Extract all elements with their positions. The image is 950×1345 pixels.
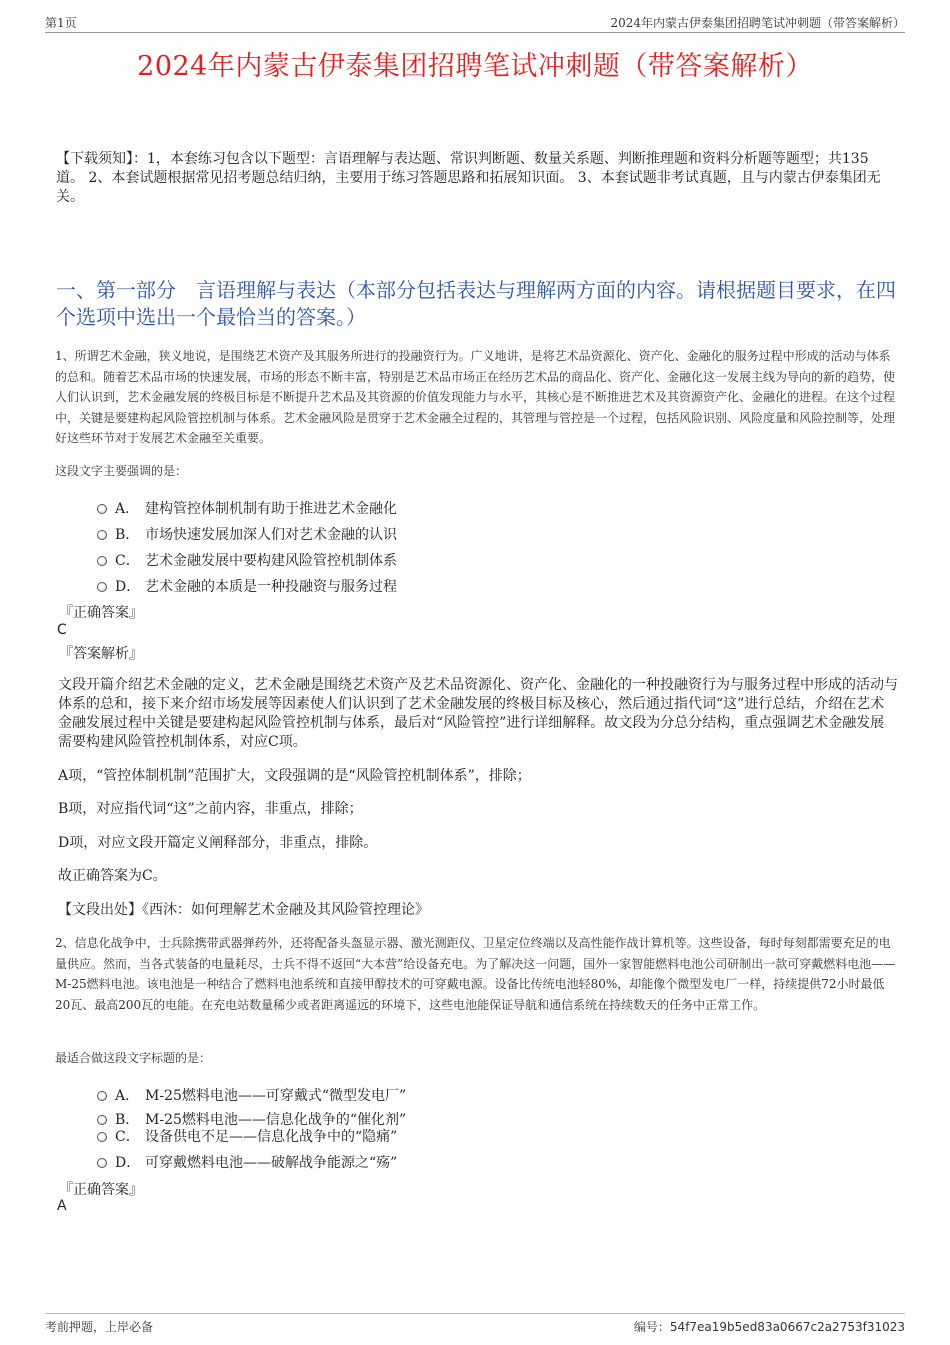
footer-code: 编号：54f7ea19b5ed83a0667c2a2753f31023: [633, 1320, 905, 1334]
question-1-analysis-label: 『答案解析』: [59, 646, 143, 662]
question-1-answer: C: [57, 622, 67, 638]
question-1-answer-label: 『正确答案』: [59, 605, 143, 621]
radio-icon[interactable]: [97, 582, 107, 592]
radio-icon[interactable]: [97, 530, 107, 540]
question-1-analysis: 文段开篇介绍艺术金融的定义，艺术金融是围绕艺术资产及艺术品资源化、资产化、金融化的一种投融资行为与服务过程中形成的活动与体系的总和，接下来介绍市场发展等因素使人们认识到了艺术金融发展的终极目标及核心，然后通过指代词“这”进行总结，介绍在艺术金融发展过程中关键是要建构起风险管控机制与体系，最后对“风险管控”进行详细解释。故文段为分总分结构，重点强调艺术金融发展需要构建风险管控机制体系，对应C项。: [58, 677, 898, 750]
question-2-option-d[interactable]: D． 可穿戴燃料电池——破解战争能源之“殇”: [97, 1152, 397, 1172]
question-2-option-a[interactable]: A． M-25燃料电池——可穿戴式“微型发电厂”: [97, 1085, 406, 1105]
question-2-answer-label: 『正确答案』: [59, 1182, 143, 1198]
footer-slogan: 考前押题，上岸必备: [45, 1320, 154, 1334]
question-2-answer: A: [57, 1198, 67, 1214]
page-header: [45, 14, 905, 33]
question-1-note-d: D项，对应文段开篇定义阐释部分，非重点，排除。: [58, 835, 378, 851]
question-2-prompt: 最适合做这段文字标题的是：: [55, 1051, 212, 1065]
question-1-option-c[interactable]: C． 艺术金融发展中要构建风险管控机制体系: [97, 550, 397, 570]
question-1-option-a[interactable]: A． 建构管控体制机制有助于推进艺术金融化: [97, 498, 397, 518]
question-2-option-c[interactable]: C． 设备供电不足——信息化战争中的“隐痛”: [97, 1126, 397, 1146]
question-1-conclusion: 故正确答案为C。: [58, 868, 167, 884]
question-1-option-d[interactable]: D． 艺术金融的本质是一种投融资与服务过程: [97, 576, 397, 596]
question-2-text: 2、信息化战争中，士兵除携带武器弹药外，还将配备头盔显示器、激光测距仪、卫星定位终端以及高性能作战计算机等。这些设备，每时每刻都需要充足的电量供应。然而，当各式装备的电量耗尽，士兵不得不返回“大本营”给设备充电。为了解决这一问题，国外一家智能燃料电池公司研制出一款可穿戴燃料电池——M-25燃料电池。该电池是一种结合了燃料电池系统和直接甲醇技术的可穿戴电源。设备比传统电池轻80%，却能像个微型发电厂一样，持续提供72小时最低20瓦、最高200瓦的电能。在充电站数量稀少或者距离遥远的环境下，这些电池能保证导航和通信系统在持续数天的任务中正常工作。: [55, 936, 896, 1012]
page-footer: [45, 1313, 905, 1336]
radio-icon[interactable]: [97, 1115, 107, 1125]
section-heading: 一、第一部分 言语理解与表达（本部分包括表达与理解两方面的内容。请根据题目要求，在四个选项中选出一个最恰当的答案。）: [56, 278, 896, 329]
question-1-note-b: B项，对应指代词“这”之前内容，非重点，排除；: [58, 801, 363, 817]
question-1-option-b[interactable]: B． 市场快速发展加深人们对艺术金融的认识: [97, 524, 397, 544]
radio-icon[interactable]: [97, 504, 107, 514]
question-1-source: 【文段出处】《西沐：如何理解艺术金融及其风险管控理论》: [58, 902, 429, 918]
question-1-prompt: 这段文字主要强调的是：: [55, 464, 188, 478]
header-doc-title: 2024年内蒙古伊泰集团招聘笔试冲刺题（带答案解析）: [610, 16, 905, 30]
page-number: 第1页: [45, 16, 77, 30]
question-1-text: 1、所谓艺术金融，狭义地说，是围绕艺术资产及其服务所进行的投融资行为。广义地讲，是将艺术品资源化、资产化、金融化的服务过程中形成的活动与体系的总和。随着艺术品市场的快速发展，市场的形态不断丰富，特别是艺术品市场正在经历艺术品的商品化、资产化、金融化这一发展主线为导向的新的趋势，使人们认识到，艺术金融发展的终极目标是不断提升艺术品及其资源的价值发现能力与水平，其核心是不断推进艺术及其资源资产化、金融化的进程。在这个过程中，关键是要建构起风险管控机制与体系。艺术金融风险是贯穿于艺术金融全过程的，其管理与管控是一个过程，包括风险识别、风险度量和风险控制等，处理好这些环节对于发展艺术金融至关重要。: [55, 349, 896, 445]
question-1-note-a: A项，“管控体制机制”范围扩大，文段强调的是“风险管控机制体系”，排除；: [58, 768, 531, 784]
radio-icon[interactable]: [97, 1158, 107, 1168]
download-notice: 【下载须知】：1，本套练习包含以下题型：言语理解与表达题、常识判断题、数量关系题、判断推理题和资料分析题等题型；共135道。 2、本套试题根据常见招考题总结归纳，主要用于练习答题思路和拓展知识面。 3、本套试题非考试真题，且与内蒙古伊泰集团无关。: [56, 151, 881, 205]
radio-icon[interactable]: [97, 1091, 107, 1101]
document-title: 2024年内蒙古伊泰集团招聘笔试冲刺题（带答案解析）: [137, 51, 813, 82]
radio-icon[interactable]: [97, 1132, 107, 1142]
document-id: 54f7ea19b5ed83a0667c2a2753f31023: [669, 1320, 905, 1334]
question-2-option-b[interactable]: B． M-25燃料电池——信息化战争的“催化剂”: [97, 1109, 406, 1129]
radio-icon[interactable]: [97, 556, 107, 566]
